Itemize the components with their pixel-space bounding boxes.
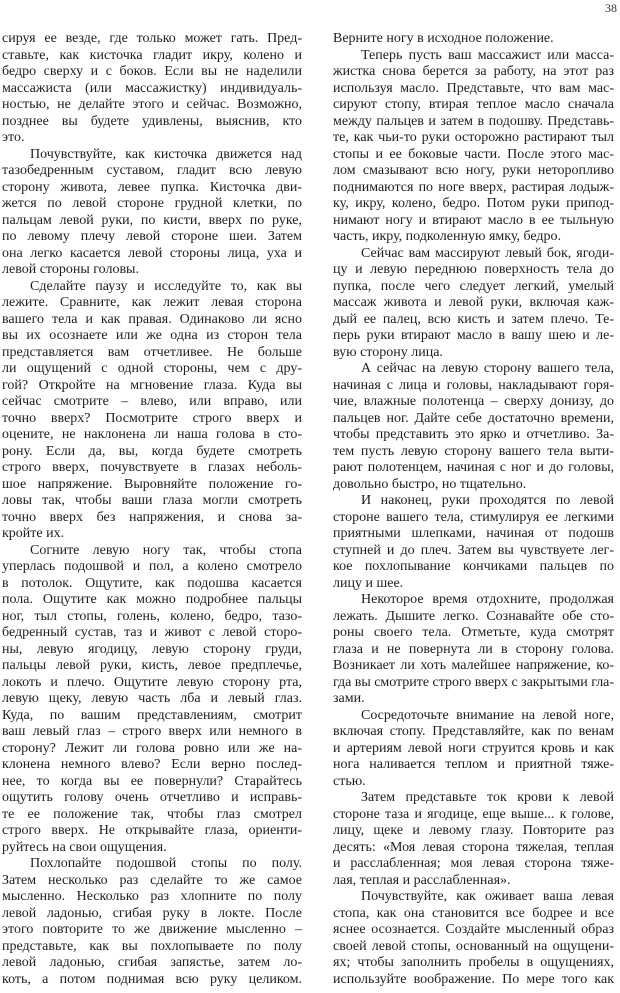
text-line: левой ладонью, сгибая руку в локте. После xyxy=(2,905,302,921)
text-line: гда вы смотрите строго вверх с закрытыми гла- xyxy=(333,674,614,690)
text-line: в потолок. Ощутите, как подошва касается xyxy=(2,575,302,591)
paragraph xyxy=(333,246,614,362)
text-line: жистка снова берется за работу, на этот раз xyxy=(333,64,614,79)
right-column xyxy=(333,31,614,988)
text-line: нее, то когда вы ее повернули? Старайтесь xyxy=(2,773,302,789)
text-line: сторону живота, левее пупка. Кисточка дви- xyxy=(2,179,302,195)
text-line: пальцы левой руки, кисть, левое предплечье, xyxy=(2,658,302,673)
text-line: ваш левый глаз – строго вверх или немного в xyxy=(2,724,302,739)
text-line: и артериям левой ноги струится кровь и как xyxy=(333,740,614,756)
text-line: ощутить голову очень отчетливо и исправь- xyxy=(2,790,302,805)
paragraph xyxy=(333,592,614,708)
text-line: часть, икру, подколенную ямку, бедро. xyxy=(333,229,562,244)
text-line: стопы и ее боковые части. После этого мас- xyxy=(333,146,614,162)
text-line: ку, икру, колено, бедро. Потом руки припод- xyxy=(333,196,614,211)
text-line: уперлась подошвой и пол, а колено смотрело xyxy=(2,559,302,574)
text-line: массажиста (или массажистку) индивидуаль- xyxy=(2,80,302,96)
text-line: вы их осознаете или же одна из сторон тела xyxy=(2,328,302,343)
text-line: довольно быстро, но тщательно. xyxy=(333,476,527,492)
text-line: вую сторону лица. xyxy=(333,344,443,360)
text-line: рают полотенцем, начиная с ног и до головы, xyxy=(333,460,614,475)
paragraph xyxy=(2,856,302,988)
text-line: между пальцев и затем в подошву. Представь- xyxy=(333,113,614,129)
text-line: этого повторите то же движение мысленно – xyxy=(2,922,302,937)
text-line: стороне вашего тела, стимулируя ее легкими xyxy=(333,509,614,525)
text-line: Сделайте паузу и исследуйте то, как вы xyxy=(30,278,302,294)
text-line: стороне таза и ягодице, еще выше... к голове, xyxy=(333,806,614,822)
text-line: стопа, как она становится все бодрее и все xyxy=(333,905,614,921)
text-line: те ее положение так, чтобы глаз смотрел xyxy=(2,806,302,822)
text-line: представляется вам отчетливее. Не больше xyxy=(2,344,302,360)
text-line: по левому плечу левой стороне шеи. Затем xyxy=(2,229,302,244)
text-line: тазобедренным суставом, гладит всю левую xyxy=(2,163,302,178)
text-line: ставьте, как кисточка гладит икру, колено и xyxy=(2,47,302,63)
text-line: пальцам левой руки, по кисти, вверх по руке, xyxy=(2,212,302,228)
text-line: Согните левую ногу так, чтобы стопа xyxy=(30,542,302,558)
text-line: А сейчас на левую сторону вашего тела, xyxy=(361,361,614,376)
text-line: Похлопайте подошвой стопы по полу. xyxy=(30,856,302,871)
text-line: используйте воображение. По мере того как xyxy=(333,971,614,987)
text-line: левой стороны головы. xyxy=(2,262,139,277)
paragraph xyxy=(333,31,614,48)
text-line: ног, тыл стопы, голень, колено, бедро, тазо- xyxy=(2,608,302,624)
text-line: локоть и плечо. Ощутите левую сторону рта, xyxy=(2,674,302,690)
paragraph xyxy=(333,493,614,592)
text-line: пальцев ног. Дайте себе достаточно времени, xyxy=(333,410,614,426)
text-line: чтобы представить это ярко и отчетливо. За- xyxy=(333,427,614,442)
text-line: пупка, после чего следует легкий, умелый xyxy=(333,278,614,294)
text-line: лицу и шее. xyxy=(333,575,404,591)
text-line: ступней и до плеч. Затем вы чувствуете лег- xyxy=(333,542,614,558)
text-line: Возникает ли хоть малейшее напряжение, ко- xyxy=(333,658,614,673)
text-line: рону. Если да, вы, когда будете смотреть xyxy=(2,443,302,459)
left-column xyxy=(2,31,302,988)
text-line: Почувствуйте, как оживает ваша левая xyxy=(361,889,614,904)
text-line: дый ее палец, всю кисть и затем плечо. Те- xyxy=(333,311,614,327)
text-line: приятными шлепками, начиная от подошв xyxy=(333,526,614,541)
text-line: своей левой стопы, основанный на ощущени- xyxy=(333,938,614,954)
text-line: ловы так, чтобы ваши глаза могли смотреть xyxy=(2,493,302,508)
text-line: кое похлопывание кончиками пальцев по xyxy=(333,559,614,574)
text-line: И наконец, руки проходятся по левой xyxy=(361,493,614,508)
text-line: это. xyxy=(2,130,25,145)
text-line: Почувствуйте, как кисточка движется над xyxy=(30,146,302,162)
text-line: массаж живота и левой руки, включая каж- xyxy=(333,295,614,310)
text-line: глаза и не повернута ли в сторону голова. xyxy=(333,641,614,657)
text-line: лежать. Дышите легко. Сознавайте обе сто- xyxy=(333,608,614,624)
text-line: Верните ногу в исходное положение. xyxy=(333,31,554,46)
text-line: ны, левую ягодицу, левую сторону груди, xyxy=(2,641,302,657)
text-line: левую щеку, левую часть лба и левый глаз. xyxy=(2,691,302,706)
paragraph xyxy=(333,790,614,889)
text-line: сейчас смотрите – влево, или вправо, или xyxy=(2,394,302,409)
text-line: и расслабленная; моя левая сторона тяже- xyxy=(333,856,614,871)
paragraph xyxy=(333,48,614,246)
text-line: точно вверх? Посмотрите строго вверх и xyxy=(2,410,302,426)
text-line: роны своего тела. Отметьте, куда смотрят xyxy=(333,625,614,640)
text-line: зами. xyxy=(333,691,365,706)
text-line: сторону? Лежит ли голова ровно или же на- xyxy=(2,740,302,756)
text-line: она легко касается левой стороны лица, уха и xyxy=(2,245,302,261)
text-line: десять: «Моя левая сторона тяжелая, теплая xyxy=(333,839,614,855)
text-line: лежите. Сравните, как лежит левая сторона xyxy=(2,295,302,310)
text-line: бедренный сустав, таз и живот с левой сторо- xyxy=(2,625,302,640)
paragraph xyxy=(333,708,614,791)
text-line: вашего тела и как правая. Одинаково ли ясно xyxy=(2,311,302,327)
text-line: начиная с лица и головы, накладывают горя- xyxy=(333,377,614,393)
paragraph xyxy=(333,889,614,988)
page-number: 38 xyxy=(605,1,617,15)
text-line: оцените, не наклонена ли наша голова в сто- xyxy=(2,427,302,442)
text-line: позднее вы будете удивлены, выяснив, кто xyxy=(2,113,302,129)
text-line: ях; чтобы заполнить пробелы в ощущениях, xyxy=(333,955,614,970)
text-line: точно вверх без напряжения, и снова за- xyxy=(2,509,302,525)
text-line: ностью, не делайте этого и сейчас. Возможно, xyxy=(2,97,302,112)
paragraph xyxy=(2,31,302,147)
text-line: кройте их. xyxy=(2,526,65,541)
text-line: поднимаются по ноге вверх, растирая лодыж- xyxy=(333,179,614,195)
text-line: яснее осознается. Создайте мысленный образ xyxy=(333,922,614,937)
text-line: лицу, щеке и левому глазу. Повторите раз xyxy=(333,823,614,838)
paragraph xyxy=(2,543,302,857)
text-line: тем пусть левую сторону вашего тела выти- xyxy=(333,443,614,459)
text-line: Затем представьте ток крови к левой xyxy=(361,790,614,805)
text-line: строго вверх. Не открывайте глаза, ориенти- xyxy=(2,823,302,838)
text-line: шое напряжение. Выровняйте положение го- xyxy=(2,476,302,492)
text-line: лая, теплая и расслабленная». xyxy=(333,872,511,888)
text-line: Сосредоточьте внимание на левой ноге, xyxy=(361,707,614,723)
text-line: левой ладонью, сгибая запястье, затем ло- xyxy=(2,955,302,970)
text-line: используя масло. Представьте, что вам мас- xyxy=(333,80,614,96)
paragraph xyxy=(333,361,614,493)
text-line: ли ощущений с одной стороны, чем с дру- xyxy=(2,361,302,376)
text-line: нога наливается теплом и приятной тяже- xyxy=(333,757,614,772)
text-line: сируя ее везде, где только может гать. Пред- xyxy=(2,31,302,46)
text-line: чие, влажные полотенца – сверху донизу, до xyxy=(333,394,614,409)
text-line: нимают ногу и втирают масло в ее тыльную xyxy=(333,212,614,228)
text-line: пола. Ощутите как можно подробнее пальцы xyxy=(2,592,302,607)
text-line: коть, а потом поднимая всю руку целиком. xyxy=(2,971,302,987)
text-line: Куда, по вашим представлениям, смотрит xyxy=(2,707,302,723)
text-line: включая стопу. Представляйте, как по венам xyxy=(333,724,614,739)
text-line: жется по левой стороне грудной клетки, по xyxy=(2,196,302,211)
text-line: Затем несколько раз сделайте то же самое xyxy=(2,872,302,888)
text-line: руйтесь на свои ощущения. xyxy=(2,839,167,855)
paragraph xyxy=(2,279,302,543)
text-line: цу и левую переднюю поверхность тела до xyxy=(333,262,614,277)
text-line: представьте, как вы похлопываете по полу xyxy=(2,938,302,954)
text-line: бедро сверху и с боков. Если вы не наделили xyxy=(2,64,302,79)
text-line: те, как чьи-то руки осторожно растирают тыл xyxy=(333,130,614,145)
text-line: сируют стопу, втирая теплое масло сначала xyxy=(333,97,614,112)
text-line: Некоторое время отдохните, продолжая xyxy=(361,592,614,607)
text-line: гой? Откройте на мгновение глаза. Куда вы xyxy=(2,377,302,393)
text-line: клонена немного влево? Если верно послед- xyxy=(2,757,302,772)
paragraph xyxy=(2,147,302,279)
text-line: мысленно. Несколько раз хлопните по полу xyxy=(2,889,302,904)
text-line: строго вверх, почувствуете в глазах неболь- xyxy=(2,460,302,475)
text-line: стью. xyxy=(333,773,366,789)
text-line: Сейчас вам массируют левый бок, ягоди- xyxy=(361,245,614,261)
text-line: перь руки втирают масло в вашу шею и ле- xyxy=(333,328,614,343)
text-line: лом смазывают всю ногу, руки неторопливо xyxy=(333,163,614,178)
text-line: Теперь пусть ваш массажист или масса- xyxy=(361,47,614,63)
